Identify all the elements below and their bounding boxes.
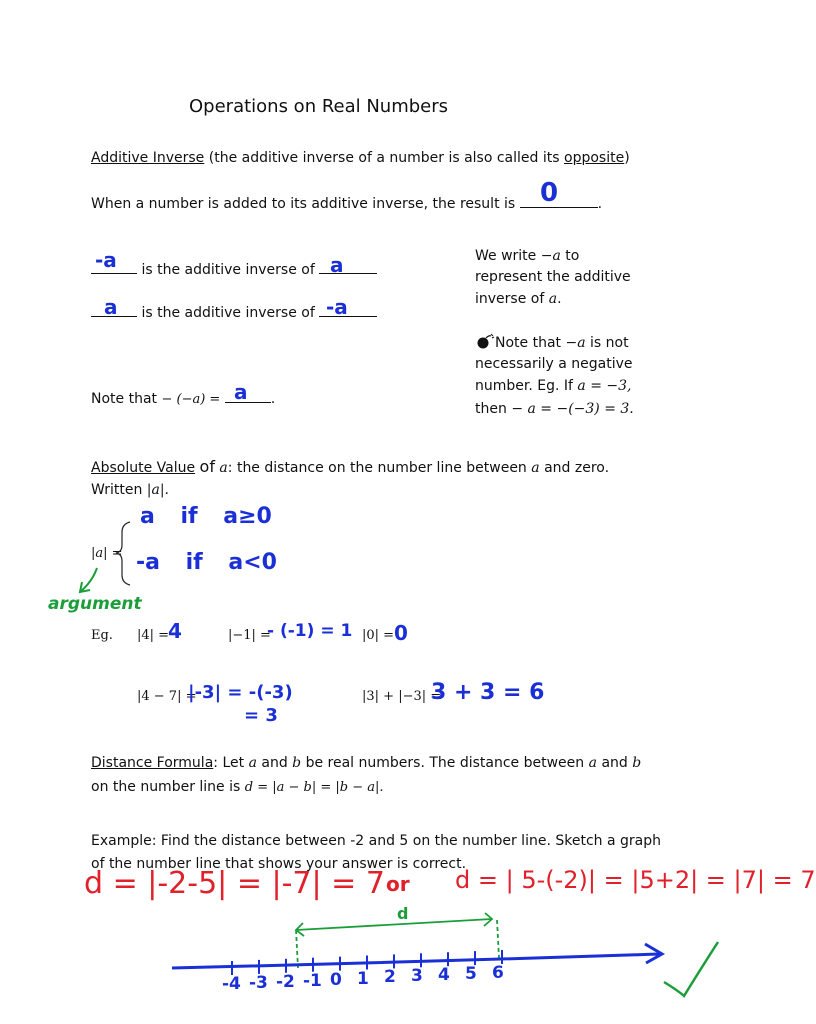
result-sentence-text: When a number is added to its additive inverse, the result is	[91, 196, 516, 212]
work-or: or	[386, 872, 410, 896]
note-blank	[225, 388, 271, 403]
sidebar-l6-text: number. Eg. If	[475, 378, 573, 394]
sidebar-l6-math: a = −3,	[577, 378, 632, 394]
page-title: Operations on Real Numbers	[189, 96, 449, 117]
tick-label: -3	[249, 972, 268, 993]
abs-definition-lhs: |a| =	[91, 546, 123, 561]
bracket-right-arrow	[484, 913, 492, 926]
opposite-term: opposite	[564, 150, 625, 166]
sidebar-line-7	[475, 400, 634, 418]
inverse-line-1-left-answer: -a	[95, 248, 117, 272]
ex1-lhs: |4| =	[137, 628, 170, 643]
argument-arrowhead	[80, 582, 90, 592]
sidebar-l7-math: − a = −(−3) = 3.	[511, 401, 634, 417]
tick-label: 1	[357, 968, 369, 989]
additive-result-sentence: When a number is added to its additive inverse, the result is .	[91, 193, 602, 213]
ex5-lhs: |3| + |−3| =	[362, 689, 442, 704]
written-math: |a|.	[146, 482, 170, 498]
distance-var-a2: a	[588, 755, 597, 771]
work-left: d = |-2-5| = |-7| = 7	[84, 866, 385, 901]
ex3-lhs: |0| =	[362, 628, 395, 643]
case-positive: a if a≥0	[140, 504, 272, 529]
sidebar-l3-math: a	[548, 291, 558, 307]
inverse-line-1-text: is the additive inverse of	[141, 262, 315, 278]
sidebar-l7-text: then	[475, 401, 507, 417]
sidebar-l1-end: to	[565, 248, 580, 264]
argument-arrow	[80, 568, 97, 592]
distance-var-b2: b	[632, 755, 642, 771]
sidebar-l4-text: Note that	[495, 335, 562, 351]
bracket-line	[296, 919, 492, 930]
bracket-right-drop	[497, 920, 499, 958]
inverse-line-1-right-blank	[319, 259, 377, 274]
tick-label: 2	[384, 967, 396, 988]
work-right: d = | 5-(-2)| = |5+2| = |7| = 7	[455, 866, 816, 894]
absolute-of: of	[199, 457, 215, 476]
distance-formula: d = |a − b| = |b − a|.	[244, 780, 384, 795]
distance-colon: :	[213, 755, 218, 771]
tick-label: -1	[303, 970, 322, 991]
tick-label: 0	[330, 969, 342, 990]
tick-label: 6	[492, 963, 504, 983]
distance-formula-heading: Distance Formula	[91, 755, 214, 771]
absolute-desc-end: and zero.	[544, 460, 610, 476]
note-expression: − (−a) =	[161, 392, 221, 407]
additive-desc-post: )	[624, 150, 630, 166]
sidebar-line-5: necessarily a negative	[475, 356, 633, 372]
argument-label: argument	[48, 594, 142, 614]
absolute-desc: : the distance on the number line between	[227, 460, 527, 476]
sidebar-line-2: represent the additive	[475, 269, 631, 285]
eg-label: Eg.	[91, 628, 113, 643]
sidebar-line-3: inverse of a.	[475, 291, 562, 307]
sidebar-l1-text: We write	[475, 248, 537, 264]
ex3-answer: 0	[394, 621, 408, 645]
absolute-desc-var: a	[531, 460, 540, 476]
bracket-left-arrow	[296, 923, 304, 936]
inverse-line-1-right-answer: a	[330, 253, 344, 277]
additive-inverse-heading: Additive Inverse	[91, 150, 205, 166]
example-line-2: of the number line that shows your answer is correct.	[91, 856, 467, 872]
result-answer: 0	[540, 178, 559, 208]
distance-and: and	[261, 755, 288, 771]
sidebar-l3-text: inverse of	[475, 291, 545, 307]
sidebar-line-6	[475, 377, 631, 395]
double-negative-note: Note that − (−a) = .	[91, 388, 275, 409]
distance-text-1: Let	[222, 755, 245, 771]
example-line-1: Example: Find the distance between -2 and 5 on the number line. Sketch a graph	[91, 833, 661, 849]
note-label: Note that	[91, 391, 158, 407]
written-line	[91, 481, 169, 499]
additive-desc-pre: (the additive inverse of a number is also called its	[208, 150, 564, 166]
distance-var-b: b	[292, 755, 302, 771]
case-negative: -a if a<0	[136, 550, 277, 575]
distance-text-3: on the number line is	[91, 779, 241, 795]
ex1-answer: 4	[168, 619, 182, 643]
ex5-answer: 3 + 3 = 6	[431, 680, 545, 705]
d-label: d	[397, 904, 409, 923]
absolute-value-line	[91, 458, 609, 477]
result-blank	[520, 193, 598, 208]
tick-label: -2	[276, 971, 295, 992]
ex2-answer: - (-1) = 1	[267, 621, 353, 641]
distance-formula-line-2	[91, 778, 384, 797]
tick-label: 4	[438, 965, 450, 986]
checkmark	[664, 942, 718, 996]
number-line-arrowhead	[645, 944, 662, 963]
sidebar-l4-math: −a	[565, 335, 586, 351]
distance-formula-line-1	[91, 754, 641, 772]
written-label: Written	[91, 482, 143, 498]
sidebar-line-1	[475, 247, 579, 265]
absolute-var: a	[219, 460, 228, 476]
ex4-answer: |-3| = -(-3)	[188, 682, 293, 703]
tick-label: 3	[411, 966, 423, 987]
distance-var-a: a	[248, 755, 257, 771]
absolute-value-heading: Absolute Value	[91, 460, 196, 476]
inverse-line-2-left-answer: a	[104, 295, 118, 319]
sidebar-l4-end: is not	[590, 335, 629, 351]
distance-and2: and	[601, 755, 628, 771]
ex4-answer-line2: = 3	[244, 705, 278, 726]
inverse-line-2-right-answer: -a	[326, 295, 348, 319]
bomb-icon	[475, 333, 495, 349]
additive-inverse-line	[91, 149, 630, 167]
tick-label: -4	[222, 974, 241, 994]
sidebar-line-4	[475, 333, 629, 352]
ex4-lhs: |4 − 7| =	[137, 689, 197, 704]
bracket-left-drop	[296, 930, 298, 968]
note-answer: a	[234, 380, 248, 404]
distance-text-2: be real numbers. The distance between	[305, 755, 585, 771]
tick-label: 5	[465, 964, 477, 985]
ex2-lhs: |−1| =	[228, 628, 271, 643]
inverse-line-2-text: is the additive inverse of	[141, 305, 315, 321]
sidebar-l1-math: −a	[540, 248, 561, 264]
